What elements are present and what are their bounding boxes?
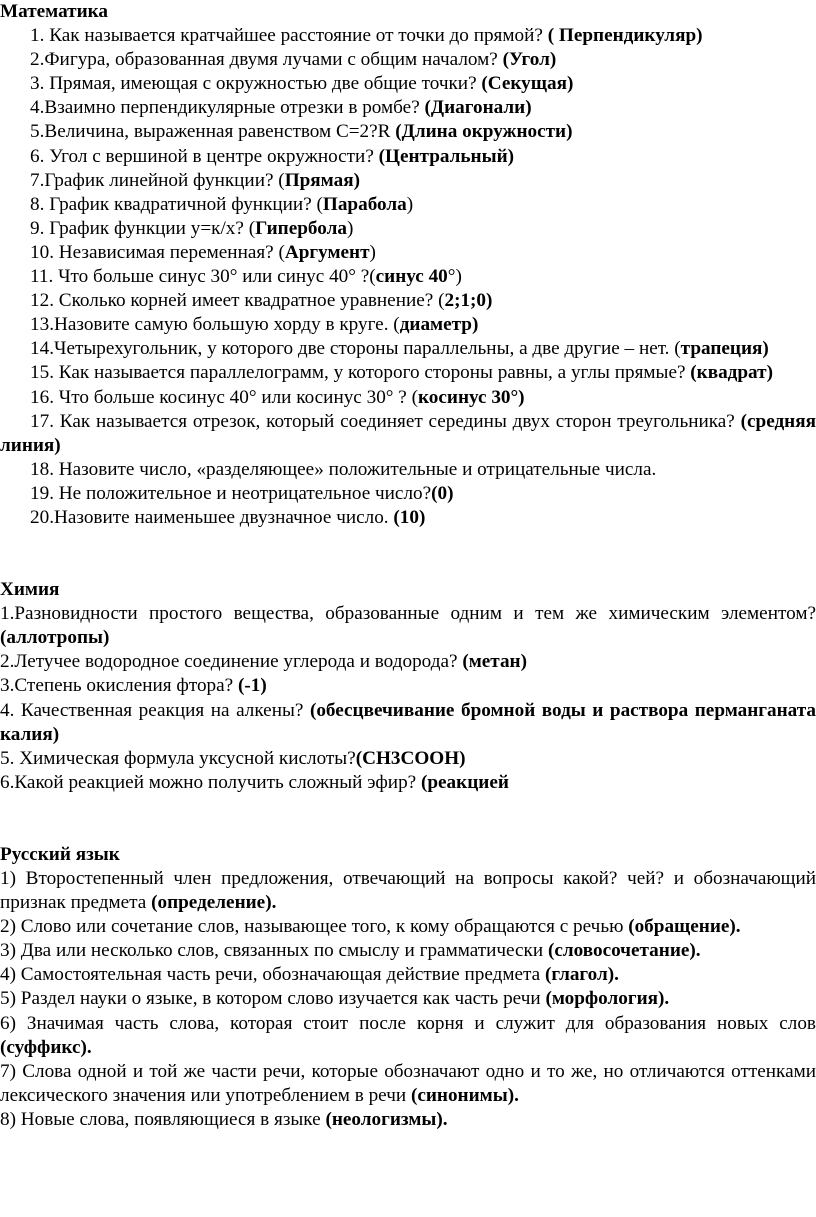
answer-text: диаметр) [399,314,479,336]
question-item [0,193,816,217]
question-item [0,506,816,530]
answer-tail: ) [406,193,414,215]
question-item [0,602,816,650]
question-text: 10. Независимая переменная? ( [30,241,285,263]
answer-text: (квадрат) [690,362,773,384]
answer-text: (Секущая) [481,73,574,95]
answer-text: трапеция) [680,338,769,360]
question-item [0,386,816,410]
answer-text: синус 40 [375,266,448,288]
answer-text: (синонимы). [410,1084,519,1106]
question-item [0,289,816,313]
question-text: 6. Угол с вершиной в центре окружности? [30,145,379,167]
question-item [0,987,816,1011]
question-item [0,361,816,385]
russian-section [0,843,816,1132]
answer-text: (Центральный) [378,145,515,167]
question-item [0,699,816,747]
answer-text: (словосочетание). [547,940,701,962]
question-text: 14.Четырехугольник, у которого две стороны параллельны, а две другие – нет. ( [30,338,681,360]
question-item [0,915,816,939]
question-text: 6) Значимая часть слова, которая стоит после корня и служит для образования новых слов [0,1012,816,1034]
question-text: 3) Два или несколько слов, связанных по смыслу и грамматически [0,940,548,962]
question-item [0,867,816,915]
question-text: 4) Самостоятельная часть речи, обозначающая действие предмета [0,964,545,986]
answer-text: 2;1;0) [444,290,493,312]
question-text: 5.Величина, выраженная равенством С=2?R [30,121,396,143]
question-item [0,963,816,987]
question-text: 2.Летучее водородное соединение углерода и водорода? [0,651,463,673]
answer-text: (-1) [237,675,267,697]
question-text: 1.Разновидности простого вещества, образованные одним и тем же химическим элементом? [0,603,816,625]
question-item [0,241,816,265]
question-item [0,313,816,337]
question-text: 4. Качественная реакция на алкены? [0,699,310,721]
section-title-russian: Русский язык [0,843,120,865]
question-text: 9. График функции у=к/х? ( [30,217,256,239]
answer-text: (неологизмы). [325,1108,448,1130]
question-text: 6.Какой реакцией можно получить сложный эфир? [0,771,421,793]
math-question-list [0,24,816,530]
answer-text: Прямая) [284,169,360,191]
question-text: 16. Что больше косинус 40° или косинус 30° ? ( [30,386,418,408]
answer-text: Аргумент [284,241,370,263]
answer-text: (обращение). [628,916,741,938]
question-text: 19. Не положительное и неотрицательное число? [30,482,432,504]
question-text: 2.Фигура, образованная двумя лучами с общим началом? [30,49,503,71]
answer-text: ( Перпендикуляр) [547,25,703,47]
question-text: 4.Взаимно перпендикулярные отрезки в ромбе? [30,97,425,119]
answer-tail: °) [447,266,462,288]
question-text: 1. Как называется кратчайшее расстояние от точки до прямой? [30,25,548,47]
question-item [0,674,816,698]
math-section [0,0,816,530]
question-item [0,747,816,771]
question-item [0,120,816,144]
question-item [0,1012,816,1060]
question-text: 13.Назовите самую большую хорду в круге. ( [30,314,400,336]
answer-tail: ) [369,241,376,263]
answer-text: (метан) [462,651,527,673]
answer-text: (Длина окружности) [395,121,573,143]
question-text: 1) Второстепенный член предложения, отвечающий на вопросы какой? чей? и обозначающий признак предмета [0,868,816,914]
question-item [0,72,816,96]
question-item [0,24,816,48]
question-item [0,939,816,963]
answer-text: (определение). [151,892,277,914]
answer-text: Гипербола [255,217,347,239]
question-item [0,1060,816,1108]
spacer [0,795,816,843]
chemistry-question-list [0,602,816,795]
question-text: 3.Степень окисления фтора? [0,675,238,697]
question-item [0,96,816,120]
answer-text: (10) [393,506,426,528]
question-item [0,265,816,289]
question-item [0,771,816,795]
question-text: 7) Слова одной и той же части речи, которые обозначают одно и то же, но отличаются оттенками лексического значения или употреблением в речи [0,1060,816,1106]
section-title-chemistry: Химия [0,579,60,601]
question-item [0,482,816,506]
question-item [0,458,816,482]
question-text: 8. График квадратичной функции? ( [30,193,323,215]
chemistry-section [0,578,816,795]
answer-text: (обесцвечивание бромной воды и раствора перманганата калия) [0,699,816,745]
question-text: 3. Прямая, имеющая с окружностью две общие точки? [30,73,482,95]
answer-text: (Угол) [502,49,557,71]
answer-text: косинус 30°) [417,386,525,408]
answer-text: (глагол). [544,964,619,986]
answer-text: (Диагонали) [424,97,532,119]
russian-question-list [0,867,816,1132]
question-item [0,337,816,361]
question-text: 5) Раздел науки о языке, в котором слово изучается как часть речи [0,988,546,1010]
answer-text: (СН3СООН) [355,747,466,769]
question-text: 5. Химическая формула уксусной кислоты? [0,747,356,769]
answer-text: (средняя линия) [0,410,816,456]
question-item [0,169,816,193]
question-item [0,410,816,458]
answer-text: (морфология). [545,988,670,1010]
question-item [0,650,816,674]
question-text: 20.Назовите наименьшее двузначное число. [30,506,394,528]
question-text: 18. Назовите число, «разделяющее» положительные и отрицательные числа. [30,458,657,480]
question-text: 7.График линейной функции? ( [30,169,285,191]
question-item [0,217,816,241]
answer-text: Парабола [322,193,407,215]
question-text: 8) Новые слова, появляющиеся в языке [0,1108,326,1130]
answer-text: (реакцией [420,771,509,793]
question-text: 2) Слово или сочетание слов, называющее того, к кому обращаются с речью [0,916,629,938]
answer-text: (0) [431,482,454,504]
answer-text: (аллотропы) [0,627,110,649]
question-text: 11. Что больше синус 30° или синус 40° ?( [30,266,376,288]
question-text: 15. Как называется параллелограмм, у которого стороны равны, а углы прямые? [30,362,691,384]
section-title-math: Математика [0,1,109,22]
question-text: 17. Как называется отрезок, который соединяет середины двух сторон треугольника? [30,410,741,432]
spacer [0,530,816,578]
question-item [0,48,816,72]
question-item [0,145,816,169]
question-item [0,1108,816,1132]
answer-tail: ) [346,217,354,239]
question-text: 12. Сколько корней имеет квадратное уравнение? ( [30,290,445,312]
answer-text: (суффикс). [0,1036,92,1058]
